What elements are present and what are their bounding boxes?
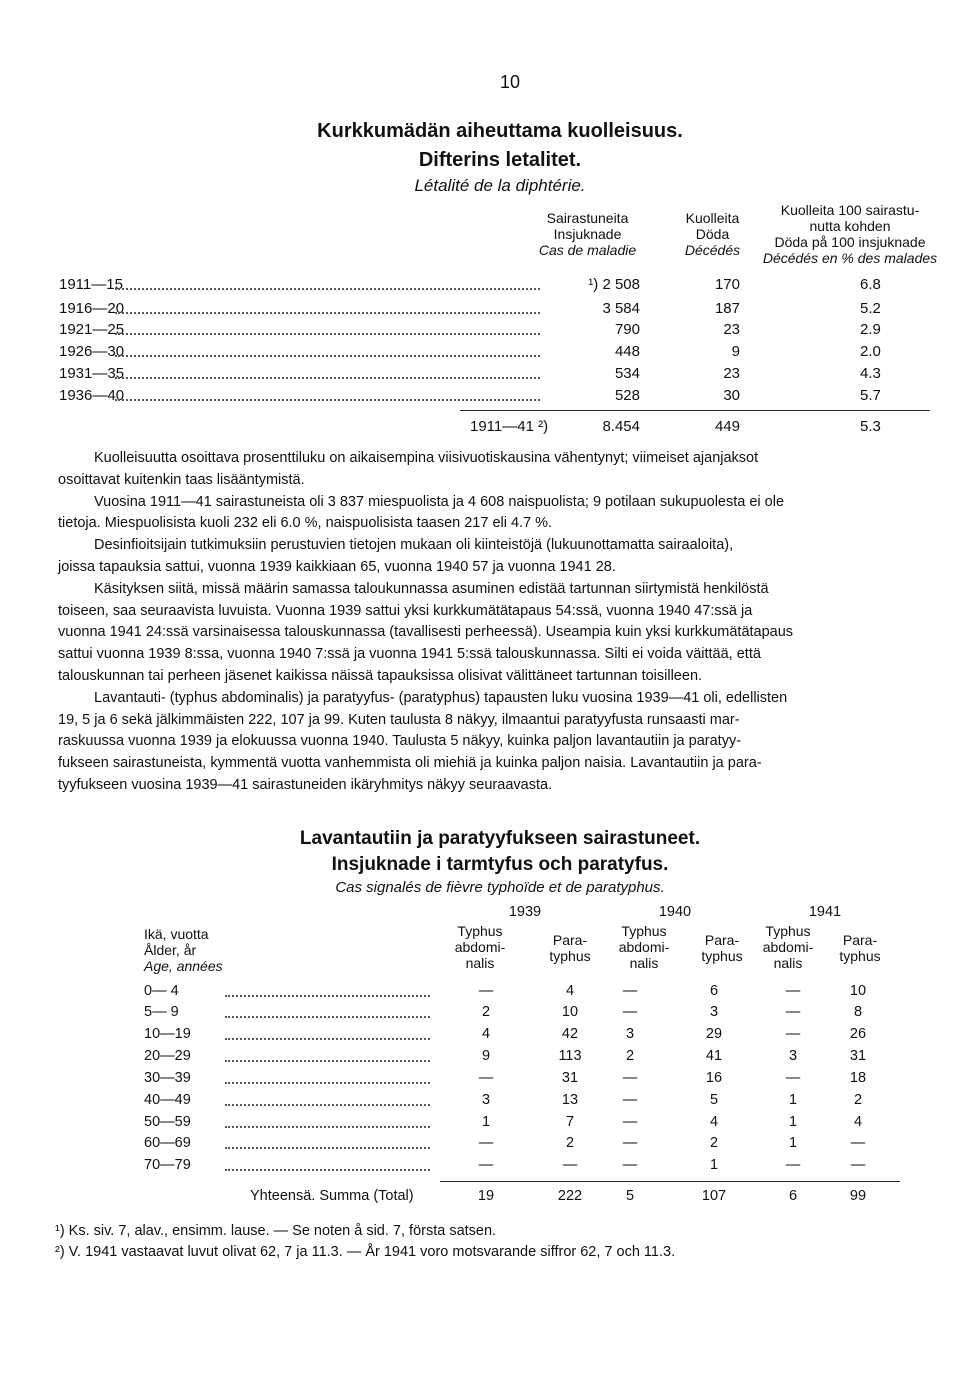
cell-value: — [785, 1157, 801, 1173]
cell-value: 13 [561, 1092, 579, 1108]
leader-dots [115, 355, 540, 357]
cell-value: 113 [558, 1048, 582, 1064]
age-label: 10—19 [144, 1026, 191, 1042]
cell-value: — [478, 1135, 494, 1151]
deaths-value: 23 [723, 365, 740, 382]
title-finnish: Kurkkumädän aiheuttama kuolleisuus. [317, 120, 683, 142]
table1-row [0, 321, 960, 341]
table1-row [0, 343, 960, 363]
header-para-1939 [530, 932, 610, 964]
cell-value: 1 [481, 1114, 491, 1130]
title-french: Létalité de la diphtérie. [414, 176, 586, 195]
cell-value: 2 [853, 1092, 863, 1108]
cell-value: 9 [481, 1048, 491, 1064]
leader-dots [225, 1038, 430, 1040]
cell-value: — [785, 983, 801, 999]
text-line: Vuosina 1911—41 sairastuneista oli 3 837 miespuolista ja 4 608 naispuolista; 9 potilaan sukupuolesta ei ole [94, 493, 785, 510]
text-line: tyyfukseen vuosina 1939—41 sairastuneiden ikäryhmitys näkyy seuraavasta. [58, 776, 553, 793]
cases-value: 448 [614, 343, 640, 360]
text-line: joissa tapauksia sattui, vuonna 1939 kaikkiaan 65, vuonna 1940 57 ja vuonna 1941 28. [58, 558, 616, 575]
cell-value: — [562, 1157, 578, 1173]
header-line: Ålder, år [144, 942, 197, 958]
header-line: Typhus [457, 923, 503, 939]
text-line: sattui vuonna 1939 8:ssa, vuonna 1940 7:ssä ja vuonna 1941 5:ssä talouskunnassa. Silti ei voida väittää, että [58, 646, 761, 663]
cell-value: 31 [849, 1048, 867, 1064]
age-label: 5— 9 [144, 1004, 179, 1020]
body-text [58, 448, 928, 797]
header-line: Décédés [684, 242, 741, 258]
leader-dots [115, 333, 540, 335]
period-label: 1916—20 [59, 300, 125, 317]
total-value: 6 [788, 1188, 798, 1204]
header-line: Age, années [144, 958, 223, 974]
deaths-value: 187 [714, 300, 740, 317]
cases-value: 3 584 [602, 300, 640, 317]
total-label: Yhteensä. Summa (Total) [250, 1188, 414, 1204]
header-line: Sairastuneita [546, 210, 629, 226]
page-number: 10 [500, 72, 521, 92]
header-line: nalis [465, 955, 495, 971]
text-line: Käsityksen siitä, missä määrin samassa taloukunnassa asuminen edistää tartunnan siirtymistä henkilöstä [94, 580, 769, 597]
leader-dots [115, 377, 540, 379]
period-label: 1911—15 [59, 276, 123, 293]
leader-dots [225, 1126, 430, 1128]
cell-value: 3 [625, 1026, 635, 1042]
cell-value: — [785, 1026, 801, 1042]
age-label: 20—29 [144, 1048, 191, 1064]
table1-total-rule [460, 410, 930, 411]
age-label: 60—69 [144, 1135, 191, 1151]
year-1939: 1939 [508, 904, 542, 920]
cell-value: 1 [709, 1157, 719, 1173]
text-line: fukseen sairastuneista, kymmentä vuotta vanhemmista oli miehiä ja kuinka paljon naisia. Lavantautiin ja para- [58, 755, 762, 772]
cell-value: — [622, 1157, 638, 1173]
year-1940: 1940 [658, 904, 692, 920]
rate-value: 6.8 [860, 276, 881, 293]
cell-value: — [622, 1092, 638, 1108]
leader-dots [115, 399, 540, 401]
cell-value: — [785, 1070, 801, 1086]
period-label: 1926—30 [59, 343, 125, 360]
cell-value: 10 [849, 983, 867, 999]
leader-dots [225, 1104, 430, 1106]
text-line: Kuolleisuutta osoittava prosenttiluku on aikaisempina viisivuotiskausina vähentynyt; viimeiset ajanjaksot [94, 450, 759, 466]
header-line: Insjuknade [553, 226, 622, 242]
age-label: 50—59 [144, 1114, 191, 1130]
section2-title-swedish: Insjuknade i tarmtyfus och paratyfus. [331, 854, 669, 875]
period-label: 1931—35 [59, 365, 125, 382]
cell-value: — [850, 1135, 866, 1151]
header-line: abdomi- [762, 939, 814, 955]
header-line: nalis [629, 955, 659, 971]
cell-value: — [478, 1157, 494, 1173]
cell-value: 18 [849, 1070, 867, 1086]
cell-value: 8 [853, 1004, 863, 1020]
cell-value: — [622, 1135, 638, 1151]
leader-dots [225, 995, 430, 997]
header-line: Para- [704, 932, 740, 948]
table1-row [0, 365, 960, 385]
header-line: Döda på 100 insjuknade [774, 234, 926, 250]
year-1941: 1941 [808, 904, 842, 920]
leader-dots [115, 312, 540, 314]
deaths-value: 170 [714, 276, 740, 293]
header-line: Typhus [765, 923, 811, 939]
cell-value: 16 [705, 1070, 723, 1086]
header-line: typhus [839, 948, 881, 964]
cell-value: — [622, 983, 638, 999]
header-line: Kuolleita 100 sairastu- [780, 202, 920, 218]
cell-value: 7 [565, 1114, 575, 1130]
total-cases-value: 8.454 [602, 418, 640, 435]
header-line: Cas de maladie [538, 242, 637, 258]
table2-row [0, 983, 960, 1003]
cell-value: 42 [561, 1026, 579, 1042]
deaths-value: 30 [723, 387, 740, 404]
cell-value: 26 [849, 1026, 867, 1042]
cell-value: 5 [709, 1092, 719, 1108]
section2-title-finnish: Lavantautiin ja paratyyfukseen sairastuneet. [299, 828, 701, 849]
cell-value: 3 [788, 1048, 798, 1064]
table2-total-row [0, 1188, 960, 1208]
cell-value: 4 [565, 983, 575, 999]
header-line: nalis [773, 955, 803, 971]
cases-value: 534 [614, 365, 640, 382]
header-line: abdomi- [454, 939, 506, 955]
header-line: Kuolleita [685, 210, 740, 226]
cases-value: 528 [614, 387, 640, 404]
table1-row [0, 276, 960, 296]
header-para-1941 [820, 932, 900, 964]
header-line: Para- [842, 932, 878, 948]
leader-dots [225, 1060, 430, 1062]
cell-value: 4 [709, 1114, 719, 1130]
text-line: osoittavat kuitenkin taas lisääntymistä. [58, 471, 305, 488]
cell-value: 1 [788, 1135, 798, 1151]
cases-value: ¹) 2 508 [588, 276, 640, 293]
age-header [144, 926, 223, 974]
rate-value: 2.0 [860, 343, 881, 360]
table1-row [0, 300, 960, 320]
table2-row [0, 1026, 960, 1046]
text-line: vuonna 1941 24:ssä varsinaisessa talouskunnassa (tavallisesti perheessä). Useampia kuin yksi kurkkumätätapaus [58, 624, 794, 641]
cell-value: 1 [788, 1114, 798, 1130]
header-typhus-1939 [440, 923, 520, 971]
cell-value: 4 [481, 1026, 491, 1042]
table2-row [0, 1048, 960, 1068]
total-value: 222 [557, 1188, 583, 1204]
table2-row [0, 1070, 960, 1090]
title-swedish: Difterins letalitet. [418, 149, 582, 171]
cell-value: — [785, 1004, 801, 1020]
total-value: 107 [701, 1188, 727, 1204]
table2-row [0, 1004, 960, 1024]
table1-header-rate [755, 202, 945, 266]
cell-value: — [850, 1157, 866, 1173]
leader-dots [225, 1147, 430, 1149]
table1-header-deaths [670, 210, 755, 258]
text-line: tietoja. Miespuolisista kuoli 232 eli 6.0 %, naispuolisista taasen 217 eli 4.7 %. [58, 515, 553, 532]
age-label: 70—79 [144, 1157, 191, 1173]
cell-value: 29 [705, 1026, 723, 1042]
table2-total-rule [440, 1181, 900, 1182]
header-line: nutta kohden [809, 218, 891, 234]
cell-value: — [622, 1004, 638, 1020]
total-value: 5 [625, 1188, 635, 1204]
period-label: 1921—25 [59, 321, 125, 338]
cell-value: — [622, 1070, 638, 1086]
header-line: typhus [701, 948, 743, 964]
header-line: abdomi- [618, 939, 670, 955]
cell-value: — [622, 1114, 638, 1130]
age-label: 0— 4 [144, 983, 179, 999]
table1-header-cases [520, 210, 655, 258]
section2-title-french: Cas signalés de fièvre typhoïde et de paratyphus. [335, 879, 665, 896]
cell-value: 10 [561, 1004, 579, 1020]
text-line: talouskunnan tai perheen jäsenet kaikissa näissä tapauksissa olisivat välittäneet tartunnan toisilleen. [58, 667, 703, 684]
cell-value: 41 [705, 1048, 723, 1064]
header-line: Döda [695, 226, 730, 242]
table2-row [0, 1157, 960, 1177]
cell-value: — [478, 983, 494, 999]
total-deaths-value: 449 [714, 418, 740, 435]
cell-value: 2 [565, 1135, 575, 1151]
leader-dots [225, 1082, 430, 1084]
cell-value: 31 [561, 1070, 579, 1086]
table2-row [0, 1114, 960, 1134]
cell-value: — [478, 1070, 494, 1086]
footnote-1: ¹) Ks. siv. 7, alav., ensimm. lause. — Se noten å sid. 7, första satsen. [55, 1223, 497, 1239]
cell-value: 2 [625, 1048, 635, 1064]
text-line: Lavantauti- (typhus abdominalis) ja paratyyfus- (paratyphus) tapausten luku vuosina 1939—41 oli, edellisten [94, 689, 788, 706]
deaths-value: 23 [723, 321, 740, 338]
header-line: Décédés en % des malades [762, 250, 938, 266]
total-rate-value: 5.3 [860, 418, 881, 435]
leader-dots [225, 1169, 430, 1171]
text-line: Desinfioitsijain tutkimuksiin perustuvien tietojen mukaan oli kiinteistöjä (lukuunottamatta sairaaloita), [94, 537, 734, 554]
total-value: 99 [849, 1188, 867, 1204]
text-line: toiseen, saa seuraavista luvuista. Vuonna 1939 sattui yksi kurkkumätätapaus 54:ssä, vuonna 1940 47:ssä ja [58, 602, 753, 619]
leader-dots [225, 1016, 430, 1018]
header-typhus-1940 [604, 923, 684, 971]
cell-value: 6 [709, 983, 719, 999]
text-line: raskuussa vuonna 1939 ja elokuussa vuonna 1940. Taulusta 5 näkyy, kuinka paljon lavantautiin ja paratyy- [58, 733, 742, 750]
header-line: Para- [552, 932, 588, 948]
rate-value: 5.7 [860, 387, 881, 404]
period-label: 1936—40 [59, 387, 125, 404]
header-line: Ikä, vuotta [144, 926, 209, 942]
header-line: Typhus [621, 923, 667, 939]
rate-value: 2.9 [860, 321, 881, 338]
footnote-2: ²) V. 1941 vastaavat luvut olivat 62, 7 ja 11.3. — År 1941 voro motsvarande siffror 62, 7 och 11.3. [55, 1244, 676, 1260]
table2-row [0, 1092, 960, 1112]
header-line: typhus [549, 948, 591, 964]
cell-value: 3 [709, 1004, 719, 1020]
cell-value: 3 [481, 1092, 491, 1108]
rate-value: 4.3 [860, 365, 881, 382]
cell-value: 1 [788, 1092, 798, 1108]
cases-value: 790 [614, 321, 640, 338]
table1-total-row [0, 418, 960, 438]
text-line: 19, 5 ja 6 sekä jälkimmäisten 222, 107 ja 99. Kuten taulusta 8 näkyy, ilmaantui paratyyfusta runsaasti mar- [58, 711, 740, 728]
cell-value: 4 [853, 1114, 863, 1130]
header-typhus-1941 [748, 923, 828, 971]
cell-value: 2 [481, 1004, 491, 1020]
total-period-label: 1911—41 ²) [470, 418, 549, 435]
table2-row [0, 1135, 960, 1155]
age-label: 40—49 [144, 1092, 191, 1108]
leader-dots [115, 288, 540, 290]
age-label: 30—39 [144, 1070, 191, 1086]
deaths-value: 9 [731, 343, 740, 360]
table1-row [0, 387, 960, 407]
cell-value: 2 [709, 1135, 719, 1151]
rate-value: 5.2 [860, 300, 881, 317]
total-value: 19 [477, 1188, 495, 1204]
